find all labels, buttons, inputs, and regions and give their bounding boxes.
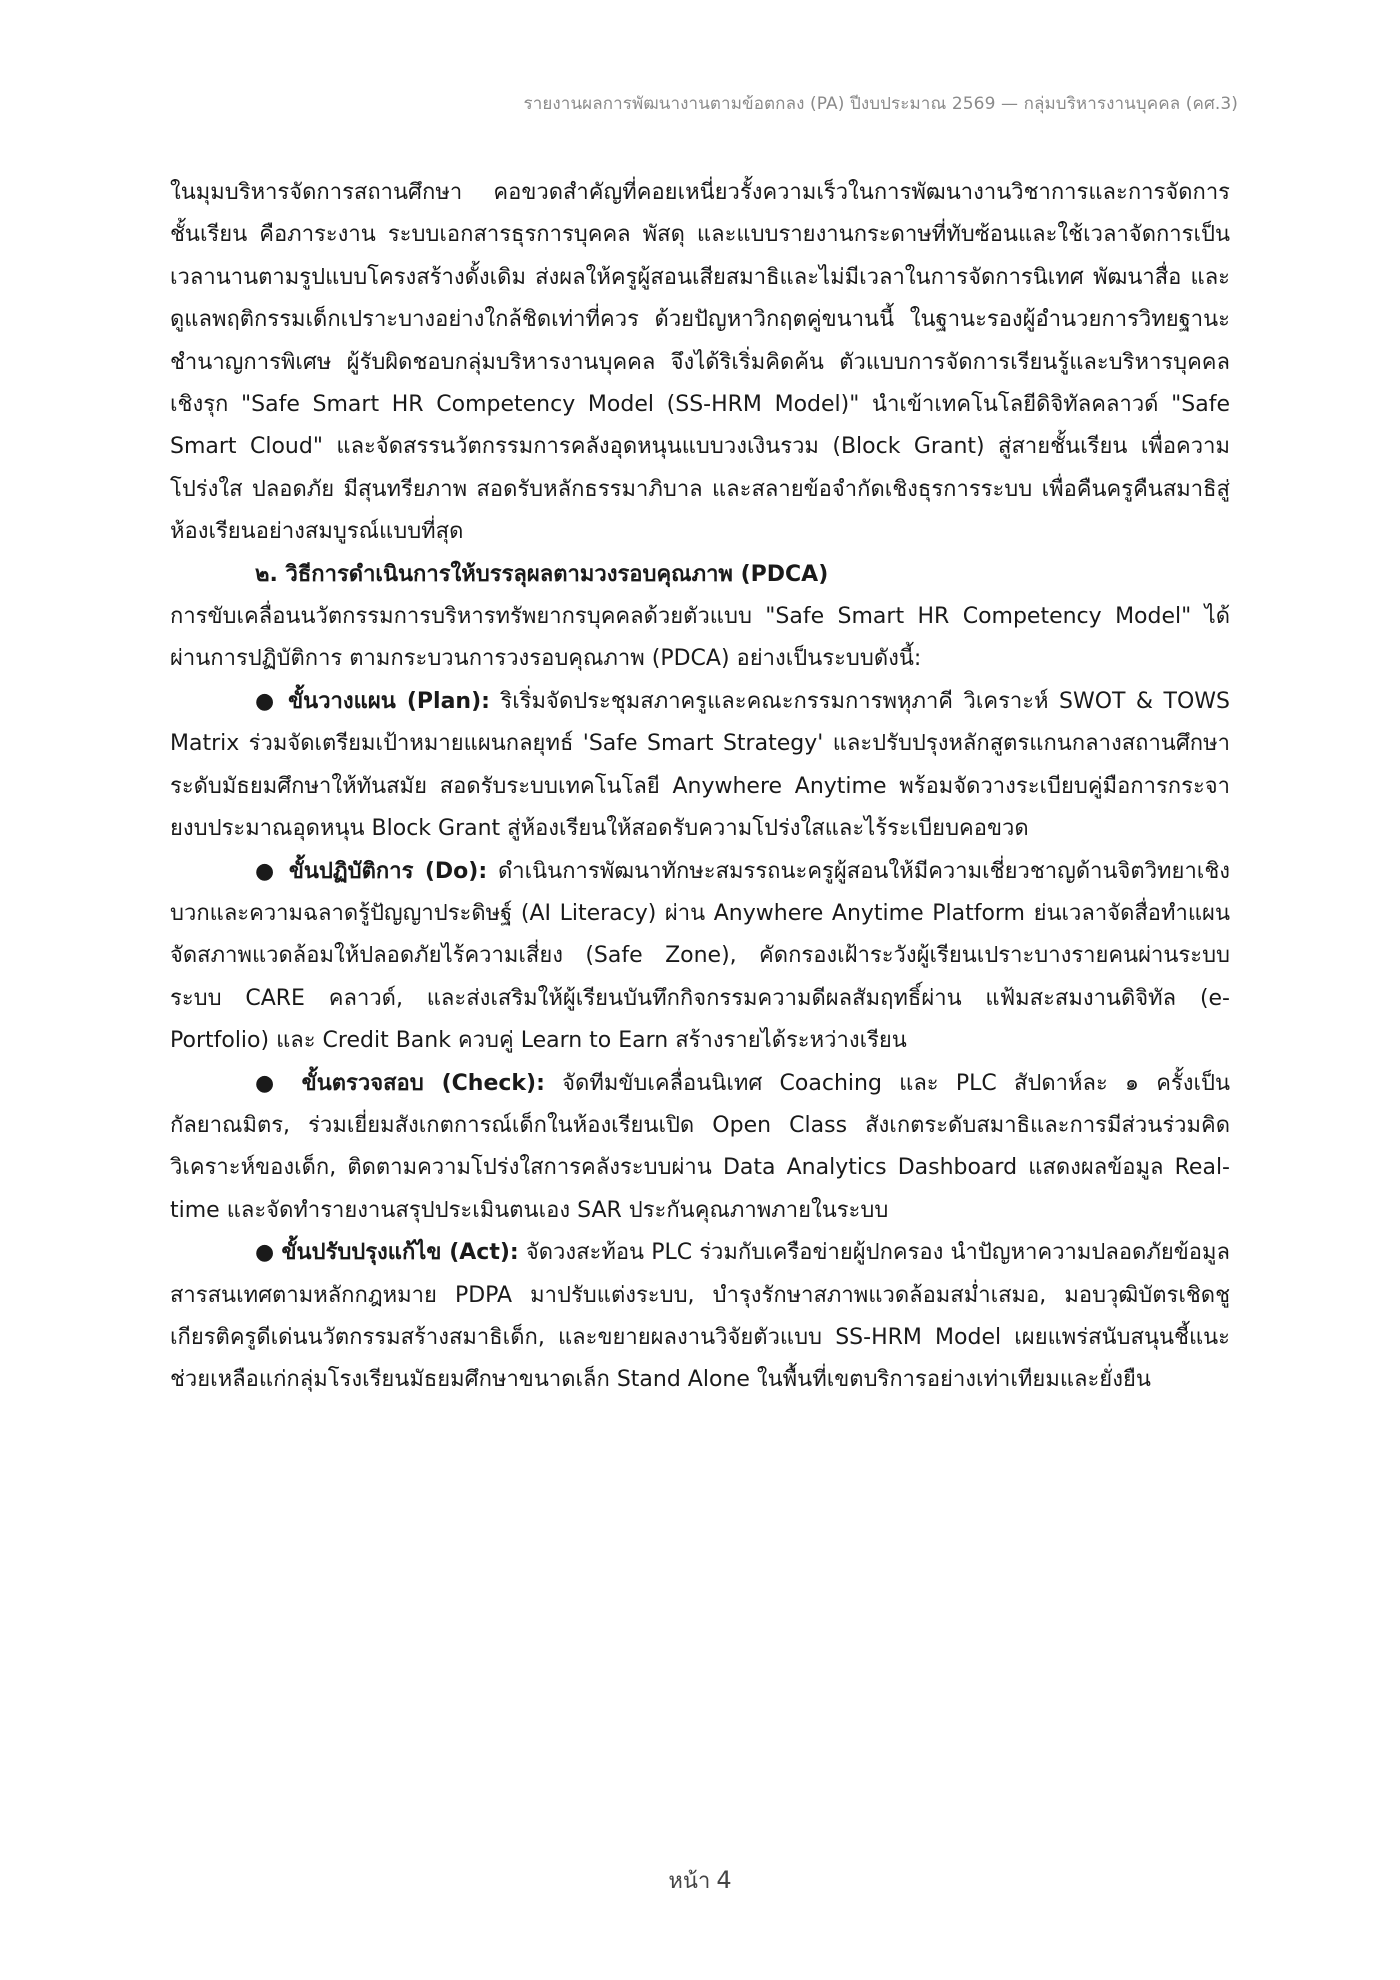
section-heading: ๒. วิธีการดำเนินการให้บรรลุผลตามวงรอบคุณภาพ (PDCA) — [255, 561, 829, 587]
step-plan — [170, 681, 1230, 851]
step-title: ขั้นปฏิบัติการ (Do): — [288, 858, 488, 884]
step-text: จัดทีมขับเคลื่อนนิเทศ Coaching และ PLC สัปดาห์ละ ๑ ครั้งเป็นกัลยาณมิตร, ร่วมเยี่ยมสังเกตการณ์เด็กในห้องเรียนเปิด Open Class สังเกตระดับสมาธิและการมีส่วนร่วมคิดวิเคราะห์ของเด็ก, ติดตามความโปร่งใสการคลังระบบผ่าน Data Analytics Dashboard แสดงผลข้อมูล Real-time และจัดทำรายงานสรุปประเมินตนเอง SAR ประกันคุณภาพภายในระบบ — [170, 1070, 1230, 1223]
page-number: 4 — [716, 1866, 732, 1894]
step-text: ดำเนินการพัฒนาทักษะสมรรถนะครูผู้สอนให้มีความเชี่ยวชาญด้านจิตวิทยาเชิงบวกและความฉลาดรู้ปัญญาประดิษฐ์ (AI Literacy) ผ่าน Anywhere Anytime Platform ย่นเวลาจัดสื่อทำแผน จัดสภาพแวดล้อมให้ปลอดภัยไร้ความเสี่ยง (Safe Zone), คัดกรองเฝ้าระวังผู้เรียนเปราะบางรายคนผ่านระบบระบบ CARE คลาวด์, และส่งเสริมให้ผู้เรียนบันทึกกิจกรรมความดีผลสัมฤทธิ์ผ่าน แฟ้มสะสมงานดิจิทัล (e-Portfolio) และ Credit Bank ควบคู่ Learn to Earn สร้างรายได้ระหว่างเรียน — [170, 858, 1230, 1054]
bullet-icon: ● — [255, 1070, 285, 1096]
bullet-icon: ● — [255, 1240, 275, 1266]
step-text: ริเริ่มจัดประชุมสภาครูและคณะกรรมการพหุภาคี วิเคราะห์ SWOT & TOWS Matrix ร่วมจัดเตรียมเป้าหมายแผนกลยุทธ์ 'Safe Smart Strategy' และปรับปรุงหลักสูตรแกนกลางสถานศึกษาระดับมัธยมศึกษาให้ทันสมัย สอดรับระบบเทคโนโลยี Anywhere Anytime พร้อมจัดวางระเบียบคู่มือการกระจายงบประมาณอุดหนุน Block Grant สู่ห้องเรียนให้สอดรับความโปร่งใสและไร้ระเบียบคอขวด — [170, 688, 1230, 842]
document-body — [170, 172, 1230, 1402]
step-title: ขั้นตรวจสอบ (Check): — [301, 1070, 545, 1096]
intro-paragraph: ในมุมบริหารจัดการสถานศึกษา คอขวดสำคัญที่คอยเหนี่ยวรั้งความเร็วในการพัฒนางานวิชาการและการจัดการชั้นเรียน คือภาระงาน ระบบเอกสารธุรการบุคคล พัสดุ และแบบรายงานกระดาษที่ทับซ้อนและใช้เวลาจัดการเป็นเวลานานตามรูปแบบโครงสร้างดั้งเดิม ส่งผลให้ครูผู้สอนเสียสมาธิและไม่มีเวลาในการจัดการนิเทศ พัฒนาสื่อ และดูแลพฤติกรรมเด็กเปราะบางอย่างใกล้ชิดเท่าที่ควร ด้วยปัญหาวิกฤตคู่ขนานนี้ ในฐานะรองผู้อำนวยการวิทยฐานะชำนาญการพิเศษ ผู้รับผิดชอบกลุ่มบริหารงานบุคคล จึงได้ริเริ่มคิดค้น ตัวแบบการจัดการเรียนรู้และบริหารบุคคลเชิงรุก "Safe Smart HR Competency Model (SS-HRM Model)" นำเข้าเทคโนโลยีดิจิทัลคลาวด์ "Safe Smart Cloud" และจัดสรรนวัตกรรมการคลังอุดหนุนแบบวงเงินรวม (Block Grant) สู่สายชั้นเรียน เพื่อความโปร่งใส ปลอดภัย มีสุนทรียภาพ สอดรับหลักธรรมาภิบาล และสลายข้อจำกัดเชิงธุรการระบบ เพื่อคืนครูคืนสมาธิสู่ห้องเรียนอย่างสมบูรณ์แบบที่สุด — [170, 180, 1230, 545]
step-title: ขั้นวางแผน (Plan): — [288, 688, 490, 714]
step-title: ขั้นปรับปรุงแก้ไข (Act): — [281, 1240, 519, 1266]
running-header: รายงานผลการพัฒนางานตามข้อตกลง (PA) ปีงบประมาณ 2569 — กลุ่มบริหารงานบุคคล (คศ.3) — [523, 94, 1238, 114]
step-check — [170, 1063, 1230, 1233]
bullet-icon: ● — [255, 858, 279, 884]
step-act — [170, 1232, 1230, 1402]
section-intro: การขับเคลื่อนนวัตกรรมการบริหารทรัพยากรบุคคลด้วยตัวแบบ "Safe Smart HR Competency Model" ได้ผ่านการปฏิบัติการ ตามกระบวนการวงรอบคุณภาพ (PDCA) อย่างเป็นระบบดังนี้: — [170, 604, 1230, 672]
step-text: จัดวงสะท้อน PLC ร่วมกับเครือข่ายผู้ปกครอง นำปัญหาความปลอดภัยข้อมูลสารสนเทศตามหลักกฎหมาย PDPA มาปรับแต่งระบบ, บำรุงรักษาสภาพแวดล้อมสม่ำเสมอ, มอบวุฒิบัตรเชิดชูเกียรติครูดีเด่นนวัตกรรมสร้างสมาธิเด็ก, และขยายผลงานวิจัยตัวแบบ SS-HRM Model เผยแพร่สนับสนุนชี้แนะช่วยเหลือแก่กลุ่มโรงเรียนมัธยมศึกษาขนาดเล็ก Stand Alone ในพื้นที่เขตบริการอย่างเท่าเทียมและยั่งยืน — [170, 1240, 1230, 1393]
page-label: หน้า — [668, 1869, 711, 1894]
page-footer — [0, 1863, 1400, 1898]
bullet-icon: ● — [255, 688, 278, 714]
step-do — [170, 851, 1230, 1063]
